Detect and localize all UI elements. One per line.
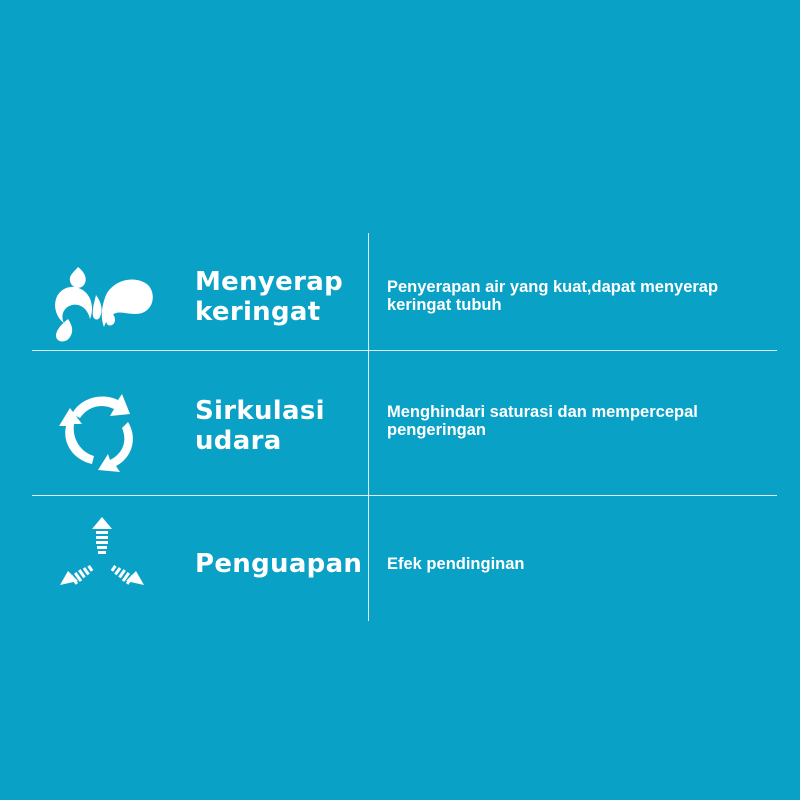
feature-row-circulation	[0, 380, 800, 480]
evaporation-arrows-icon	[58, 515, 148, 599]
row-divider	[32, 350, 777, 351]
feature-description: Penyerapan air yang kuat,dapat menyerap keringat tubuh	[387, 278, 719, 314]
feature-description: Menghindari saturasi dan mempercepal pengeringan	[387, 403, 698, 439]
feature-description: Efek pendinginan	[387, 555, 525, 573]
circular-arrows-icon	[58, 388, 142, 472]
feature-title: Sirkulasi udara	[195, 396, 325, 456]
feature-row-absorb	[0, 255, 800, 350]
feature-row-evaporation	[0, 510, 800, 610]
feature-title: Penguapan	[195, 549, 363, 579]
water-splash-icon	[50, 265, 154, 349]
feature-title: Menyerap keringat	[195, 267, 343, 327]
row-divider	[32, 495, 777, 496]
